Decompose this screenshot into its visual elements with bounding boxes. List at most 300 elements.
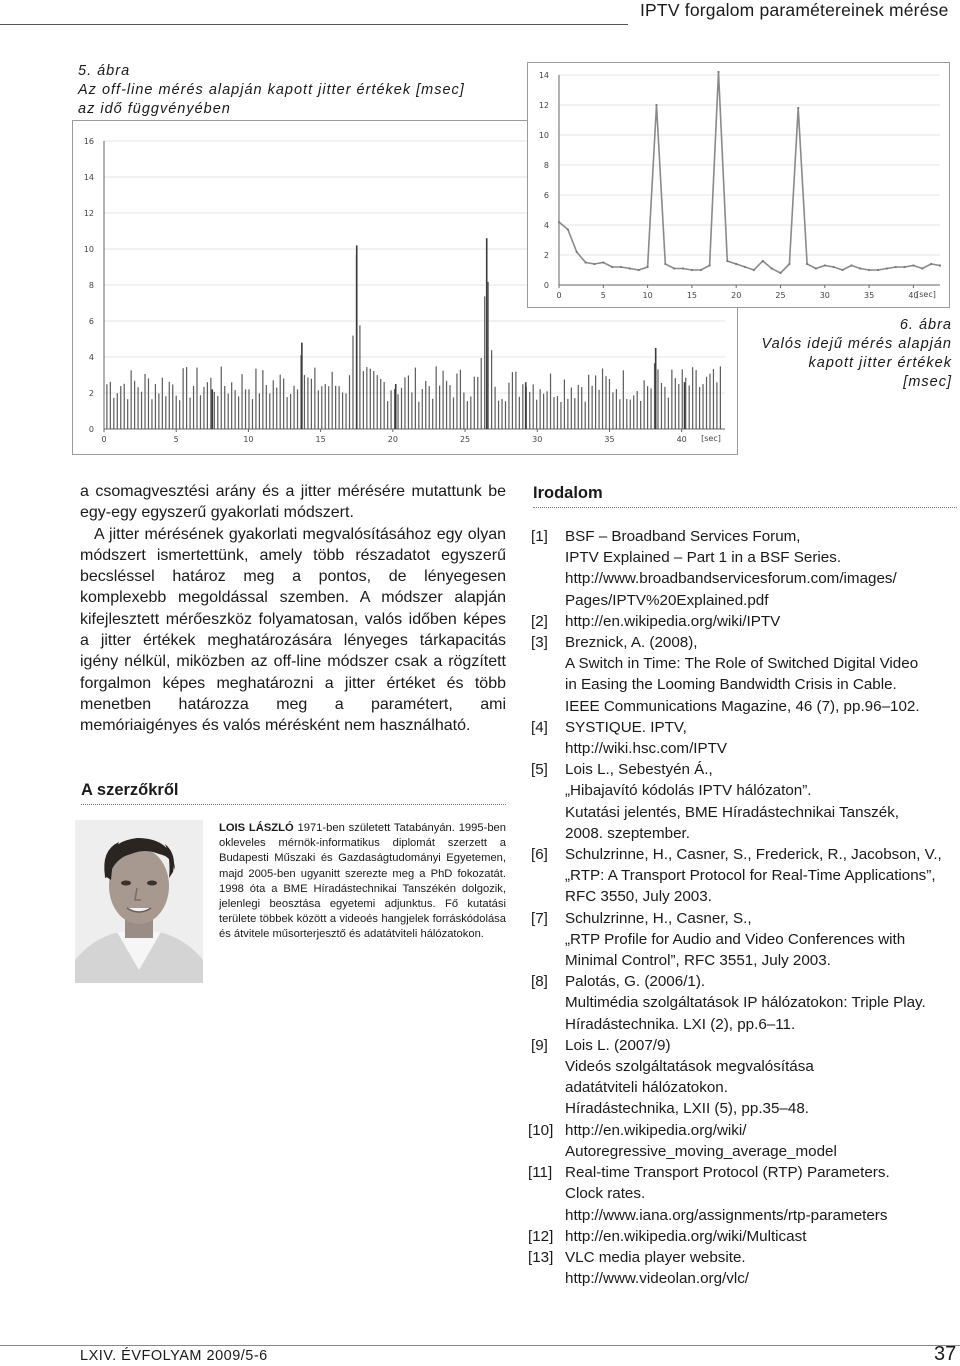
jitter-bar — [463, 392, 464, 429]
jitter-bar — [359, 325, 360, 429]
jitter-bar — [235, 390, 236, 429]
jitter-bar — [345, 393, 346, 429]
jitter-data-point — [824, 264, 826, 266]
jitter-data-point — [647, 266, 649, 268]
jitter-bar — [540, 389, 541, 429]
figure-5-caption-line: 5. ábra — [78, 63, 131, 79]
jitter-bar — [453, 397, 454, 429]
jitter-data-point — [576, 251, 578, 253]
jitter-data-point — [691, 269, 693, 271]
jitter-bar — [581, 387, 582, 429]
reference-line: http://en.wikipedia.org/wiki/Multicast — [565, 1227, 807, 1245]
reference-line: „RTP Profile for Audio and Video Conferences with — [565, 930, 906, 948]
jitter-bar — [151, 399, 152, 429]
x-tick-label: 35 — [864, 291, 875, 300]
reference-item — [531, 759, 959, 844]
author-bio-text: 1971-ben született Tatabányán. 1995-ben okleveles mérnök-informatikus diplomát szerzett a Budapesti Műszaki és Gazdaságtudományi Egyetemen, majd 2005-ben ugyanitt szerezte meg a PhD fokozatát. 1998 óta a BME Híradástechnikai Tanszékén dolgozik, jelenlegi beosztása egyetemi adjunktus. Fő kutatási területe többek között a videoés hangjelek forráskódolása és átvitele műsorterjesztő és adatátviteli hálózatokon. — [219, 822, 506, 941]
jitter-bar — [165, 396, 166, 429]
reference-number: [9] — [531, 1036, 548, 1054]
jitter-bar — [311, 379, 312, 429]
jitter-data-point — [886, 267, 888, 269]
y-tick-label: 12 — [538, 101, 549, 110]
jitter-bar — [380, 379, 381, 429]
jitter-bar — [304, 375, 305, 429]
reference-line: 2008. szeptember. — [565, 824, 690, 842]
jitter-bar — [342, 392, 343, 429]
reference-item — [528, 1226, 959, 1247]
jitter-bar — [314, 368, 315, 429]
jitter-bar — [373, 371, 374, 429]
figure-6-caption-line: Valós idejű mérés alapján — [761, 336, 952, 352]
jitter-bar — [713, 369, 714, 429]
y-tick-label: 6 — [543, 191, 549, 200]
jitter-bar — [214, 392, 215, 429]
jitter-bar — [307, 377, 308, 429]
jitter-bar — [484, 296, 485, 429]
page-number: 37 — [934, 1343, 957, 1365]
jitter-bar — [585, 402, 586, 429]
reference-number: [12] — [528, 1227, 554, 1245]
reference-item — [531, 611, 959, 632]
x-tick-label: 30 — [819, 291, 830, 300]
jitter-bar — [442, 371, 443, 429]
reference-line: A Switch in Time: The Role of Switched Digital Video — [565, 655, 919, 673]
jitter-data-point — [797, 107, 799, 109]
x-tick-label: 0 — [101, 435, 107, 444]
jitter-data-point — [912, 264, 914, 266]
jitter-bar — [422, 389, 423, 429]
header-rule — [0, 24, 628, 25]
y-tick-label: 8 — [543, 161, 549, 170]
y-tick-label: 14 — [538, 71, 549, 80]
jitter-bar — [543, 394, 544, 429]
jitter-bar — [293, 386, 294, 429]
author-bio — [219, 821, 506, 943]
jitter-data-point — [602, 261, 604, 263]
jitter-data-point — [762, 260, 764, 262]
jitter-data-point — [558, 221, 560, 223]
x-tick-label: 15 — [315, 435, 326, 444]
jitter-bar — [328, 386, 329, 429]
jitter-bar — [325, 384, 326, 429]
x-tick-label: 40 — [676, 435, 687, 444]
jitter-bar — [460, 370, 461, 429]
jitter-bar — [716, 382, 717, 429]
jitter-bar — [231, 382, 232, 429]
jitter-bar — [602, 369, 603, 429]
jitter-bar — [339, 386, 340, 429]
jitter-bar — [650, 388, 651, 429]
jitter-spike-bar — [655, 348, 657, 429]
jitter-bar — [564, 380, 565, 429]
running-title: IPTV forgalom paramétereinek mérése — [640, 0, 949, 20]
jitter-spike-bar — [486, 238, 488, 429]
footer-rule — [0, 1345, 960, 1346]
jitter-bar — [439, 386, 440, 429]
reference-item — [531, 632, 959, 717]
author-photo — [75, 820, 203, 983]
author-name: LOIS LÁSZLÓ — [219, 822, 294, 834]
about-authors-heading: A szerzőkről — [81, 781, 179, 799]
jitter-bar — [436, 366, 437, 429]
jitter-bar — [477, 377, 478, 429]
jitter-bar — [699, 387, 700, 429]
reference-line: Palotás, G. (2006/1). — [565, 973, 706, 991]
jitter-data-point — [744, 266, 746, 268]
jitter-bar — [661, 383, 662, 429]
reference-line: http://www.broadbandservicesforum.com/images/ — [565, 570, 897, 588]
reference-number: [7] — [531, 909, 548, 927]
body-paragraph: A jitter mérésének gyakorlati megvalósításához egy olyan módszert ismertettünk, amely több részadatot egyszerű becsléssel határoz meg a pontos, de lényegesen komplexebb megoldással szemben. A módszer alapján kifejlesztett mérőeszköz folyamatosan, valós időben képes a jitter értékek meghatározására lényeges tárkapacitás igény nélkül, miközben az off-line módszer csak a rögzített forgalmon képes meghatározni a jitter értéket és több menetben határozza meg a paramétert, ami memóriaigényes és valós mérésként nem használható. — [80, 525, 506, 735]
jitter-bar — [273, 380, 274, 429]
jitter-bar — [619, 399, 620, 429]
reference-line: Minimal Control”, RFC 3551, July 2003. — [565, 952, 831, 970]
y-tick-label: 12 — [83, 209, 94, 218]
reference-item — [528, 1247, 959, 1289]
x-tick-label: 5 — [173, 435, 179, 444]
jitter-bar — [210, 378, 211, 429]
jitter-bar — [696, 370, 697, 429]
jitter-bar — [276, 388, 277, 429]
jitter-bar — [196, 368, 197, 429]
running-header — [0, 0, 960, 26]
x-tick-label: 20 — [731, 291, 742, 300]
jitter-bar — [411, 392, 412, 429]
jitter-bar — [550, 374, 551, 429]
reference-line: Híradástechnika, LXII (5), pp.35–48. — [565, 1100, 809, 1118]
y-tick-label: 0 — [543, 281, 549, 290]
jitter-bar — [297, 389, 298, 429]
jitter-bar — [571, 387, 572, 429]
reference-line: RFC 3550, July 2003. — [565, 888, 712, 906]
jitter-bar — [623, 370, 624, 429]
jitter-bar — [189, 398, 190, 429]
reference-line: Híradástechnika. LXI (2), pp.6–11. — [565, 1015, 796, 1033]
jitter-bar — [241, 374, 242, 429]
y-tick-label: 4 — [88, 353, 94, 362]
jitter-bar — [141, 392, 142, 429]
jitter-bar — [120, 386, 121, 429]
reference-line: Videós szolgáltatások megvalósítása — [565, 1058, 814, 1076]
jitter-bar — [605, 376, 606, 429]
jitter-bar — [616, 389, 617, 429]
jitter-data-point — [753, 269, 755, 271]
jitter-bar — [557, 396, 558, 429]
reference-line: Clock rates. — [565, 1185, 646, 1203]
references-heading: Irodalom — [533, 484, 603, 502]
jitter-data-point — [717, 71, 719, 73]
jitter-bar — [221, 367, 222, 429]
jitter-bar — [429, 386, 430, 429]
jitter-bar — [609, 379, 610, 429]
jitter-bar — [626, 399, 627, 429]
jitter-bar — [137, 387, 138, 429]
jitter-bar — [183, 368, 184, 429]
jitter-bar — [657, 369, 658, 429]
jitter-bar — [144, 374, 145, 429]
jitter-bar — [106, 384, 107, 429]
author-portrait-image — [75, 820, 203, 983]
jitter-bar — [588, 375, 589, 429]
jitter-data-point — [930, 263, 932, 265]
jitter-bar — [474, 377, 475, 429]
jitter-bar — [682, 369, 683, 429]
reference-line: Schulzrinne, H., Casner, S., Frederick, R., Jacobson, V., — [565, 846, 942, 864]
jitter-data-point — [895, 266, 897, 268]
jitter-bar — [702, 384, 703, 429]
jitter-data-point — [629, 267, 631, 269]
jitter-bar — [290, 394, 291, 429]
reference-line: http://www.videolan.org/vlc/ — [565, 1270, 750, 1288]
jitter-bar — [491, 350, 492, 429]
jitter-bar — [595, 375, 596, 429]
reference-line: Kutatási jelentés, BME Híradástechnikai Tanszék, — [565, 803, 900, 821]
jitter-bar — [640, 401, 641, 429]
jitter-bar — [255, 369, 256, 429]
figure-5-caption-line: Az off-line mérés alapján kapott jitter értékek [msec] — [78, 82, 465, 98]
jitter-data-point — [921, 267, 923, 269]
jitter-bar — [228, 394, 229, 429]
jitter-bar — [546, 391, 547, 429]
jitter-data-point — [903, 266, 905, 268]
reference-line: Breznick, A. (2008), — [565, 634, 698, 652]
jitter-bar — [664, 387, 665, 429]
jitter-bar — [377, 375, 378, 429]
jitter-bar — [186, 367, 187, 429]
jitter-bar — [505, 401, 506, 429]
jitter-data-point — [868, 269, 870, 271]
jitter-bar — [467, 401, 468, 429]
jitter-spike-bar — [684, 382, 686, 429]
x-tick-label: 30 — [532, 435, 543, 444]
reference-number: [4] — [531, 718, 548, 736]
reference-item — [531, 1035, 959, 1120]
body-paragraph: a csomagvesztési arány és a jitter mérésére mutattunk be egy-egy egyszerű gyakorlati módszert. — [80, 483, 506, 522]
reference-item — [528, 1120, 959, 1162]
jitter-spike-bar — [301, 343, 303, 429]
jitter-bar — [384, 382, 385, 429]
jitter-bar — [647, 386, 648, 429]
jitter-bar — [217, 396, 218, 429]
jitter-bar — [689, 385, 690, 429]
jitter-bar — [533, 384, 534, 429]
jitter-bar — [574, 398, 575, 429]
y-tick-label: 0 — [88, 425, 94, 434]
body-text-column — [80, 481, 506, 737]
jitter-bar — [148, 378, 149, 429]
jitter-bar — [692, 367, 693, 429]
jitter-bar — [498, 401, 499, 429]
jitter-data-point — [655, 104, 657, 106]
reference-number: [5] — [531, 761, 548, 779]
jitter-bar — [501, 399, 502, 429]
jitter-bar — [553, 397, 554, 429]
jitter-bar — [644, 380, 645, 429]
jitter-data-point — [859, 267, 861, 269]
jitter-data-point — [806, 263, 808, 265]
jitter-data-point — [673, 267, 675, 269]
jitter-bar — [567, 399, 568, 429]
jitter-bar — [179, 400, 180, 429]
jitter-bar — [578, 385, 579, 429]
y-tick-label: 16 — [83, 137, 94, 146]
jitter-bar — [449, 385, 450, 429]
reference-item — [531, 971, 959, 1035]
reference-line: Schulzrinne, H., Casner, S., — [565, 909, 752, 927]
jitter-bar — [432, 399, 433, 429]
x-axis-label: [sec] — [701, 434, 721, 443]
figure-6-caption-line: 6. ábra — [899, 317, 952, 333]
x-tick-label: 20 — [387, 435, 398, 444]
references-heading-rule — [533, 507, 957, 508]
reference-line: adatátviteli hálózatokon. — [565, 1079, 728, 1097]
reference-line: IPTV Explained – Part 1 in a BSF Series. — [565, 549, 842, 567]
reference-line: http://en.wikipedia.org/wiki/IPTV — [565, 612, 781, 630]
jitter-bar — [560, 402, 561, 429]
jitter-bar — [172, 384, 173, 429]
reference-line: in Easing the Looming Bandwidth Crisis in Cable. — [565, 676, 897, 694]
jitter-bar — [678, 384, 679, 429]
figure-6-caption-line: [msec] — [903, 374, 952, 390]
jitter-data-point — [735, 263, 737, 265]
jitter-data-point — [877, 269, 879, 271]
jitter-bar — [401, 388, 402, 429]
jitter-bar — [245, 389, 246, 429]
jitter-bar — [612, 392, 613, 429]
jitter-data-point — [664, 263, 666, 265]
jitter-data-point — [841, 269, 843, 271]
y-tick-label: 8 — [88, 281, 94, 290]
jitter-bar — [408, 375, 409, 429]
jitter-bar — [494, 387, 495, 429]
jitter-data-point — [700, 269, 702, 271]
jitter-bar — [637, 391, 638, 429]
jitter-bar — [349, 375, 350, 429]
jitter-bar — [675, 378, 676, 429]
jitter-bar — [262, 370, 263, 429]
jitter-bar — [252, 399, 253, 429]
reference-line: http://wiki.hsc.com/IPTV — [565, 740, 728, 758]
jitter-bar — [158, 394, 159, 429]
jitter-bar — [224, 386, 225, 429]
jitter-bar — [193, 386, 194, 429]
jitter-bar — [124, 384, 125, 429]
reference-number: [8] — [531, 973, 548, 991]
x-tick-label: 40 — [908, 291, 919, 300]
y-tick-label: 10 — [538, 131, 549, 140]
y-tick-label: 10 — [83, 245, 94, 254]
jitter-data-point — [771, 267, 773, 269]
jitter-data-point — [638, 269, 640, 271]
reference-line: IEEE Communications Magazine, 46 (7), pp.96–102. — [565, 697, 920, 715]
x-tick-label: 25 — [459, 435, 471, 444]
figure-6-caption — [761, 316, 952, 392]
y-tick-label: 2 — [543, 251, 549, 260]
jitter-bar — [536, 400, 537, 429]
y-tick-label: 6 — [88, 317, 94, 326]
jitter-bar — [456, 373, 457, 429]
jitter-bar — [529, 392, 530, 429]
jitter-bar — [203, 387, 204, 429]
jitter-data-point — [850, 264, 852, 266]
jitter-bar — [415, 368, 416, 429]
jitter-data-point — [815, 267, 817, 269]
jitter-bar — [633, 395, 634, 429]
jitter-bar — [508, 383, 509, 429]
reference-number: [2] — [531, 612, 548, 630]
jitter-data-point — [567, 228, 569, 230]
about-heading-rule — [81, 804, 506, 805]
reference-line: Multimédia szolgáltatások IP hálózatokon: Triple Play. — [565, 994, 926, 1012]
jitter-bar — [207, 382, 208, 429]
reference-number: [6] — [531, 846, 548, 864]
reference-item — [531, 717, 959, 759]
jitter-bar — [176, 396, 177, 429]
jitter-bar — [332, 372, 333, 429]
x-tick-label: 25 — [775, 291, 786, 300]
reference-line: http://en.wikipedia.org/wiki/ — [565, 1121, 747, 1139]
figure-6-plot — [528, 63, 949, 307]
reference-line: Lois L., Sebestyén Á., — [565, 761, 713, 779]
reference-line: BSF – Broadband Services Forum, — [565, 528, 801, 545]
figure-6-caption-line: kapott jitter értékek — [808, 355, 952, 371]
jitter-bar — [162, 378, 163, 429]
y-tick-label: 4 — [543, 221, 549, 230]
jitter-bar — [155, 384, 156, 429]
jitter-data-point — [726, 260, 728, 262]
jitter-bar — [127, 399, 128, 429]
jitter-bar — [488, 282, 489, 429]
jitter-bar — [370, 369, 371, 429]
jitter-bar — [706, 377, 707, 429]
jitter-bar — [598, 390, 599, 429]
x-tick-label: 15 — [686, 291, 698, 300]
jitter-bar — [117, 393, 118, 429]
reference-line: „RTP: A Transport Protocol for Real-Time Applications”, — [565, 867, 936, 885]
jitter-bar — [470, 396, 471, 429]
jitter-bar — [266, 385, 267, 429]
y-tick-label: 14 — [83, 173, 94, 182]
jitter-bar — [113, 398, 114, 429]
jitter-bar — [169, 382, 170, 429]
reference-number: [10] — [528, 1121, 554, 1139]
reference-line: Pages/IPTV%20Explained.pdf — [565, 591, 769, 609]
jitter-bar — [671, 370, 672, 429]
jitter-data-point — [620, 266, 622, 268]
jitter-bar — [425, 381, 426, 429]
reference-item — [531, 526, 959, 611]
jitter-bar — [363, 371, 364, 429]
jitter-spike-bar — [356, 245, 358, 429]
jitter-data-point — [788, 263, 790, 265]
figure-5-caption — [78, 62, 465, 119]
jitter-bar — [321, 386, 322, 429]
jitter-data-point — [833, 266, 835, 268]
jitter-bar — [709, 374, 710, 429]
jitter-line-series — [559, 72, 940, 273]
jitter-bar — [481, 358, 482, 429]
reference-line: VLC media player website. — [565, 1248, 746, 1266]
x-tick-label: 10 — [642, 291, 653, 300]
jitter-bar — [134, 381, 135, 429]
reference-line: SYSTIQUE. IPTV, — [565, 718, 687, 736]
reference-number: [1] — [531, 528, 548, 545]
jitter-bar — [592, 386, 593, 429]
y-tick-label: 2 — [88, 389, 94, 398]
figure-5-caption-line: az idő függvényében — [78, 101, 231, 117]
jitter-bar — [110, 382, 111, 429]
jitter-data-point — [939, 264, 941, 266]
